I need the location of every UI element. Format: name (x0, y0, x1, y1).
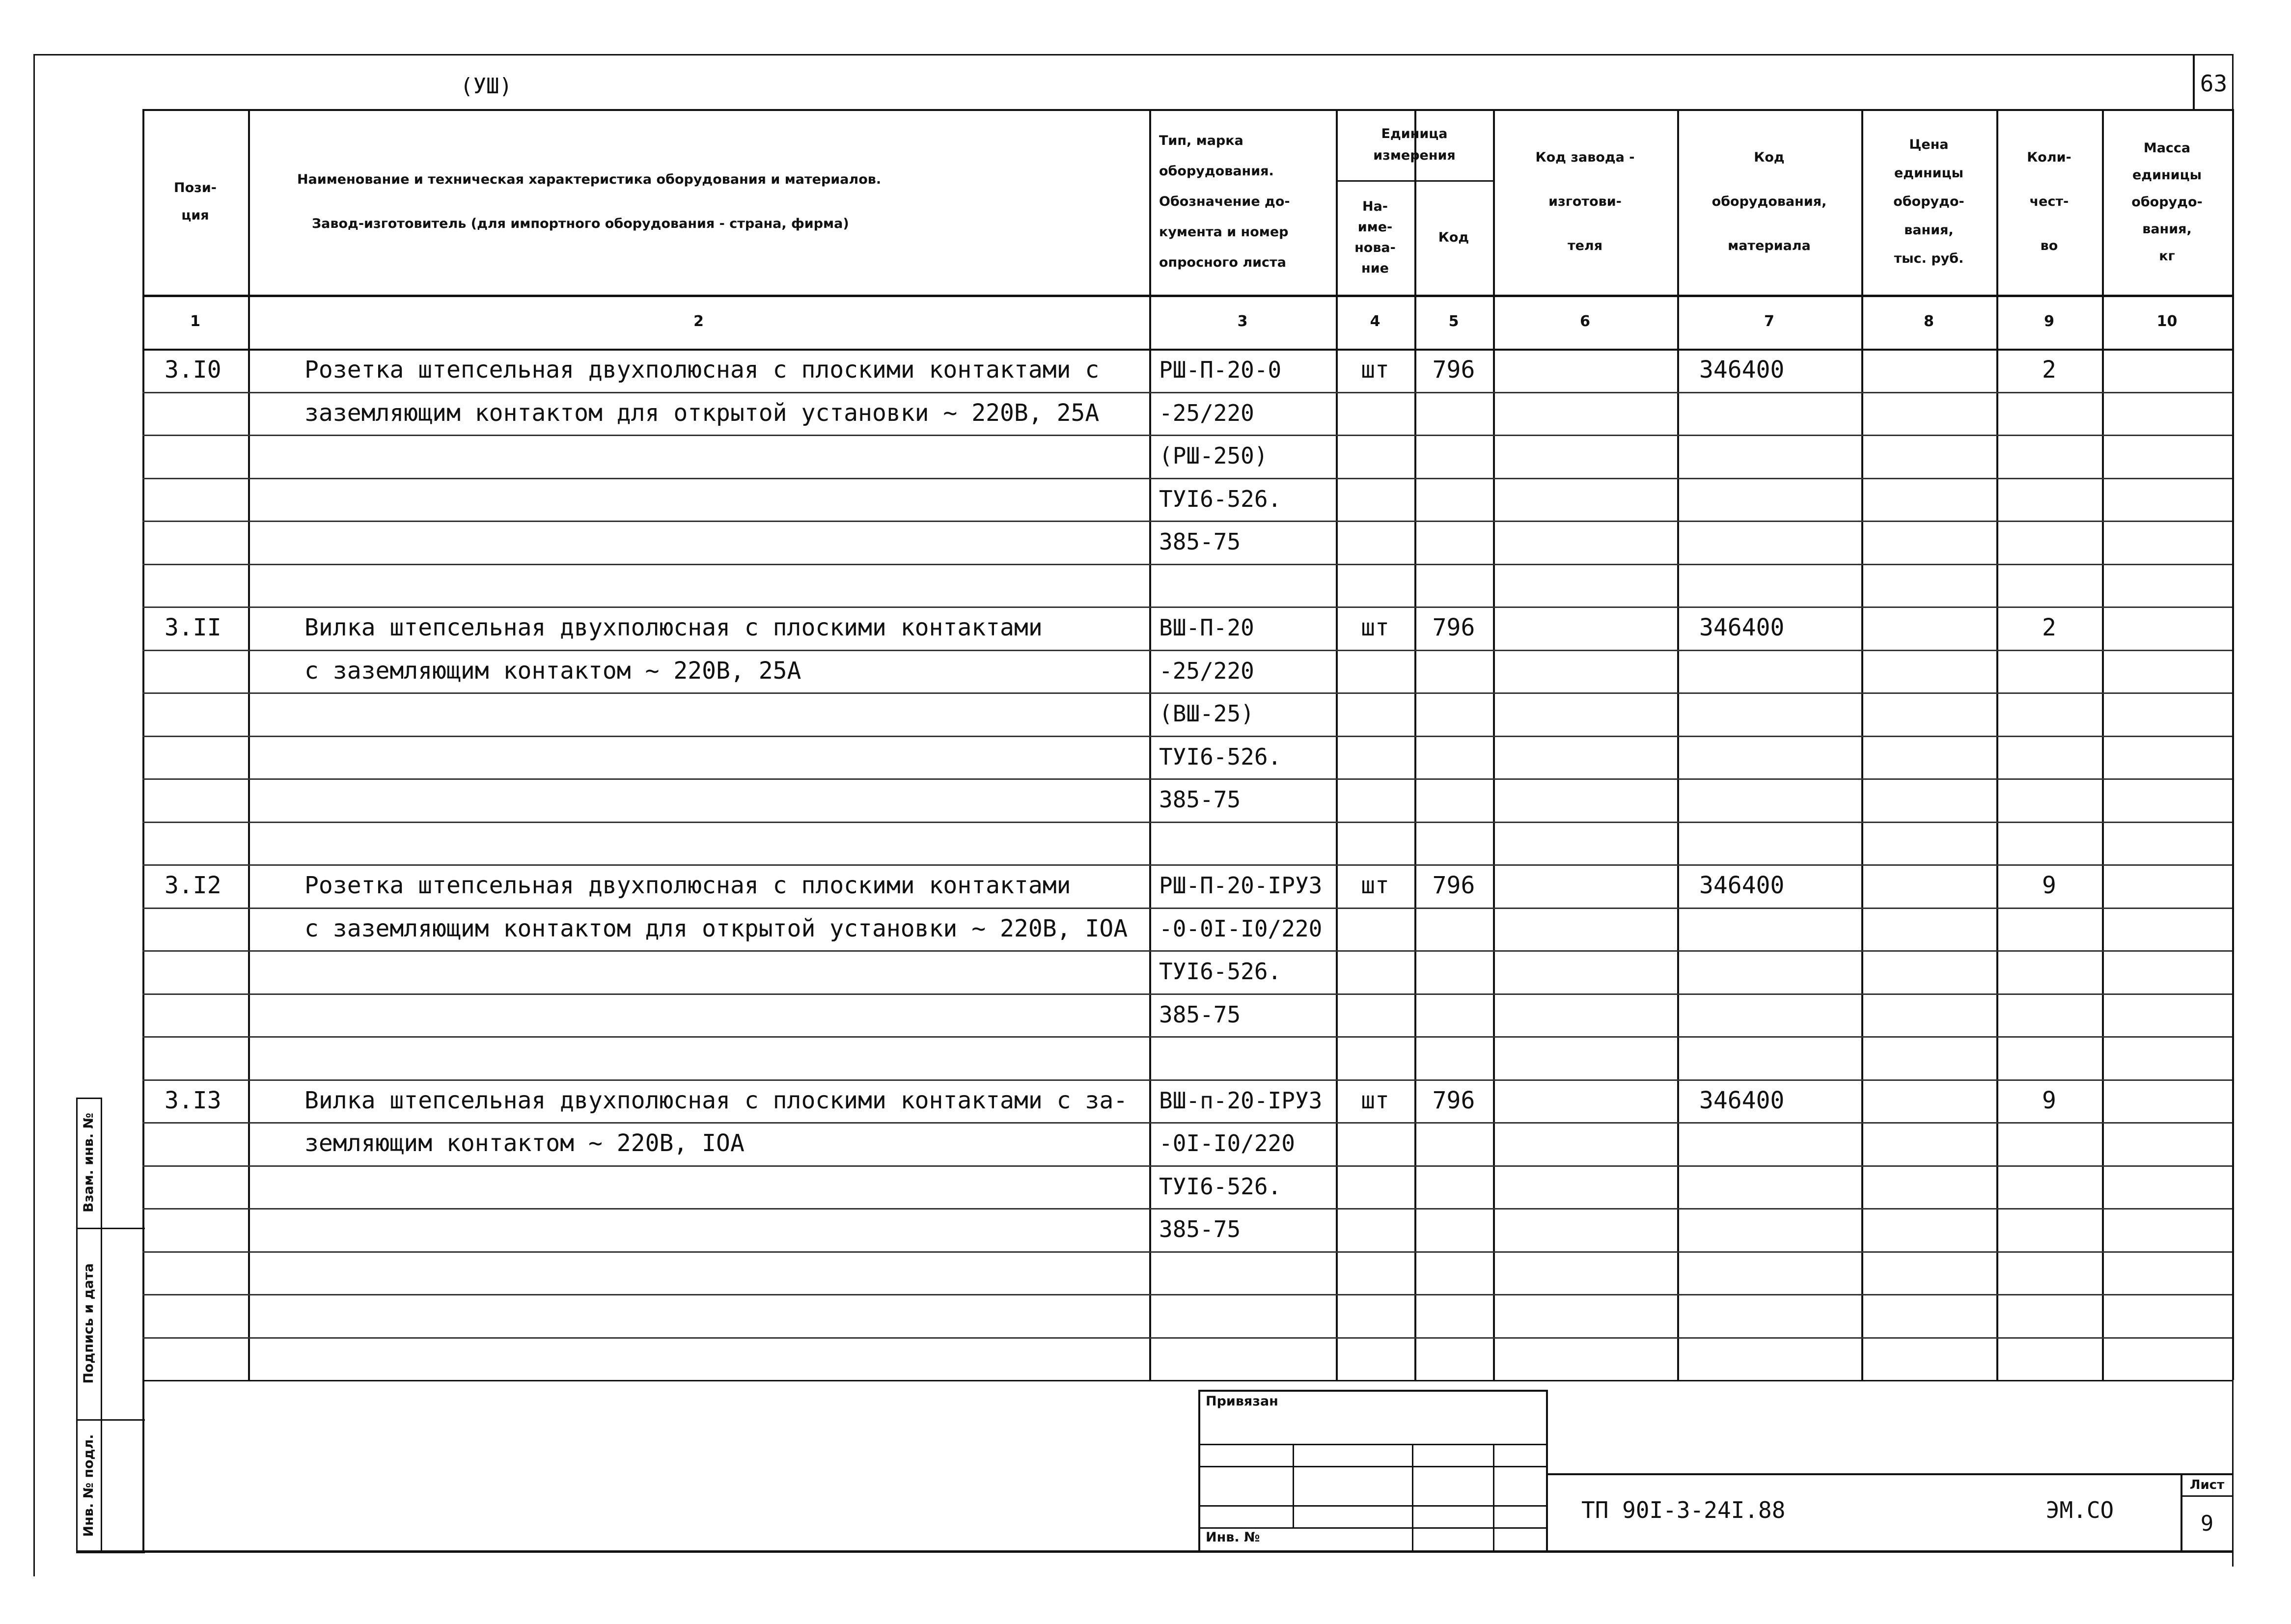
row-17-name-cell (248, 1036, 1149, 1079)
row-13-unit-code-cell: 796 (1432, 872, 1475, 899)
header-name-line2: Завод-изготовитель (для импортного оборудования - страна, фирма) (312, 216, 849, 231)
row-14-pos-cell (142, 908, 248, 951)
column-number-10: 10 (2156, 313, 2178, 330)
row-3-qty-cell (1996, 435, 2102, 478)
row-5-plant-code-cell (1493, 521, 1677, 564)
row-12-plant-code-cell (1493, 822, 1677, 865)
row-20-plant-code-cell (1493, 1165, 1677, 1209)
row-11-unit-code-cell (1414, 778, 1493, 822)
side-stamp-label-1: Взам. инв. № (81, 1113, 96, 1213)
header-unit-mass: Масса единицы оборудо- вания, кг (2131, 140, 2203, 264)
tb-main-top (1547, 1473, 2232, 1475)
row-17-unit-cell (1336, 1036, 1414, 1079)
row-18-mass-cell (2102, 1079, 2232, 1123)
row-23-name-cell (248, 1294, 1149, 1337)
row-2-equip-code-cell (1677, 392, 1861, 435)
row-4-qty-cell (1996, 478, 2102, 521)
side-stamp-right-line (101, 1098, 102, 1552)
row-12-equip-code-cell (1677, 822, 1861, 865)
side-stamp-label-2: Подпись и дата (81, 1263, 96, 1384)
row-20-unit-cell (1336, 1165, 1414, 1209)
row-22-mass-cell (2102, 1251, 2232, 1294)
row-12-unit-cell (1336, 822, 1414, 865)
row-7-price-cell (1861, 606, 1996, 650)
row-18-unit-code-cell: 796 (1432, 1086, 1475, 1114)
row-7-qty-cell: 2 (2042, 614, 2056, 641)
row-23-type-cell (1149, 1294, 1336, 1337)
row-21-unit-cell (1336, 1208, 1414, 1251)
row-6-unit-cell (1336, 564, 1414, 607)
row-9-unit-cell (1336, 692, 1414, 736)
row-2-plant-code-cell (1493, 392, 1677, 435)
row-18-price-cell (1861, 1079, 1996, 1123)
row-24-type-cell (1149, 1337, 1336, 1380)
row-11-name-cell (248, 778, 1149, 822)
row-22-pos-cell (142, 1251, 248, 1294)
row-17-equip-code-cell (1677, 1036, 1861, 1079)
row-18-pos-cell: 3.I3 (165, 1086, 221, 1114)
row-22-type-cell (1149, 1251, 1336, 1294)
header-equipment-code: Код оборудования, материала (1711, 150, 1827, 253)
row-1-unit-cell: шт (1361, 356, 1389, 384)
row-21-type-cell: 385-75 (1159, 1216, 1241, 1242)
header-unit-price: Цена единицы оборудо- вания, тыс. руб. (1893, 137, 1964, 266)
row-9-equip-code-cell (1677, 692, 1861, 736)
row-18-qty-cell: 9 (2042, 1086, 2056, 1114)
side-stamp-sep-2 (76, 1419, 145, 1421)
tb-bound-line-2 (1198, 1466, 1547, 1467)
row-24-name-cell (248, 1337, 1149, 1380)
row-23-unit-cell (1336, 1294, 1414, 1337)
row-19-unit-code-cell (1414, 1122, 1493, 1165)
row-8-equip-code-cell (1677, 650, 1861, 693)
row-9-name-cell (248, 692, 1149, 736)
row-4-pos-cell (142, 478, 248, 521)
row-13-pos-cell: 3.I2 (165, 872, 221, 899)
tb-bound-line-4 (1198, 1527, 1547, 1529)
row-14-unit-code-cell (1414, 908, 1493, 951)
header-plant-code: Код завода - изготови- теля (1535, 150, 1635, 253)
row-11-equip-code-cell (1677, 778, 1861, 822)
row-15-pos-cell (142, 950, 248, 993)
row-12-mass-cell (2102, 822, 2232, 865)
row-4-equip-code-cell (1677, 478, 1861, 521)
row-10-qty-cell (1996, 736, 2102, 779)
row-3-price-cell (1861, 435, 1996, 478)
row-1-type-cell: РШ-П-20-0 (1159, 357, 1282, 383)
row-8-name-cell: с заземляющим контактом ~ 220В, 25А (304, 657, 801, 685)
row-17-qty-cell (1996, 1036, 2102, 1079)
tb-document-code: ТП 90I-3-24I.88 (1581, 1497, 1786, 1523)
row-5-mass-cell (2102, 521, 2232, 564)
row-12-unit-code-cell (1414, 822, 1493, 865)
row-7-plant-code-cell (1493, 606, 1677, 650)
side-stamp-sep-1 (76, 1228, 145, 1229)
row-16-pos-cell (142, 993, 248, 1037)
row-19-mass-cell (2102, 1122, 2232, 1165)
row-2-price-cell (1861, 392, 1996, 435)
row-2-unit-code-cell (1414, 392, 1493, 435)
row-23-pos-cell (142, 1294, 248, 1337)
row-5-qty-cell (1996, 521, 2102, 564)
row-22-equip-code-cell (1677, 1251, 1861, 1294)
tb-bound-box-top (1198, 1390, 1547, 1392)
row-7-mass-cell (2102, 606, 2232, 650)
row-10-unit-cell (1336, 736, 1414, 779)
row-1-unit-code-cell: 796 (1432, 356, 1475, 384)
frame-bottom-line (76, 1550, 2232, 1553)
header-unit-code: Код (1438, 229, 1469, 245)
row-16-qty-cell (1996, 993, 2102, 1037)
row-21-mass-cell (2102, 1208, 2232, 1251)
row-2-name-cell: заземляющим контактом для открытой установки ~ 220В, 25А (304, 399, 1100, 427)
row-24-unit-cell (1336, 1337, 1414, 1380)
row-9-mass-cell (2102, 692, 2232, 736)
row-5-price-cell (1861, 521, 1996, 564)
row-20-price-cell (1861, 1165, 1996, 1209)
tb-bound-label: Привязан (1206, 1394, 1278, 1409)
row-10-pos-cell (142, 736, 248, 779)
row-15-name-cell (248, 950, 1149, 993)
row-6-unit-code-cell (1414, 564, 1493, 607)
row-9-qty-cell (1996, 692, 2102, 736)
side-stamp-sep-0 (76, 1098, 102, 1099)
row-13-qty-cell: 9 (2042, 872, 2056, 899)
row-23-equip-code-cell (1677, 1294, 1861, 1337)
header-position: Пози- ция (174, 180, 217, 223)
row-15-price-cell (1861, 950, 1996, 993)
row-22-unit-cell (1336, 1251, 1414, 1294)
row-16-price-cell (1861, 993, 1996, 1037)
row-10-price-cell (1861, 736, 1996, 779)
row-3-unit-code-cell (1414, 435, 1493, 478)
row-17-mass-cell (2102, 1036, 2232, 1079)
row-19-type-cell: -0I-I0/220 (1159, 1130, 1295, 1156)
row-16-equip-code-cell (1677, 993, 1861, 1037)
column-number-3: 3 (1237, 313, 1248, 330)
row-24-plant-code-cell (1493, 1337, 1677, 1380)
row-15-type-cell: ТУI6-526. (1159, 958, 1282, 985)
row-19-equip-code-cell (1677, 1122, 1861, 1165)
frame-top-line (33, 54, 2234, 55)
row-6-name-cell (248, 564, 1149, 607)
tb-bound-v2 (1412, 1444, 1413, 1552)
row-7-pos-cell: 3.II (165, 614, 221, 641)
tb-inventory-label: Инв. № (1206, 1530, 1260, 1545)
row-8-pos-cell (142, 650, 248, 693)
column-number-5: 5 (1448, 313, 1459, 330)
row-14-mass-cell (2102, 908, 2232, 951)
row-19-price-cell (1861, 1122, 1996, 1165)
row-18-name-cell: Вилка штепсельная двухполюсная с плоскими контактами с за- (304, 1086, 1128, 1114)
row-7-equip-code-cell: 346400 (1699, 614, 1785, 641)
row-6-pos-cell (142, 564, 248, 607)
row-23-plant-code-cell (1493, 1294, 1677, 1337)
row-2-unit-cell (1336, 392, 1414, 435)
row-15-mass-cell (2102, 950, 2232, 993)
row-8-type-cell: -25/220 (1159, 657, 1254, 684)
row-20-type-cell: ТУI6-526. (1159, 1173, 1282, 1200)
column-number-2: 2 (693, 313, 704, 330)
page-corner-number: 63 (2200, 70, 2228, 97)
row-21-price-cell (1861, 1208, 1996, 1251)
header-unit-name: На- име- нова- ние (1354, 198, 1396, 276)
header-name-line1: Наименование и техническая характеристика оборудования и материалов. (297, 172, 882, 187)
frame-left-line (33, 54, 35, 1576)
row-9-pos-cell (142, 692, 248, 736)
row-12-pos-cell (142, 822, 248, 865)
header-type-brand: Тип, марка оборудования. Обозначение до- кумента и номер опросного листа (1159, 133, 1290, 270)
row-19-plant-code-cell (1493, 1122, 1677, 1165)
row-23-price-cell (1861, 1294, 1996, 1337)
row-5-pos-cell (142, 521, 248, 564)
row-17-price-cell (1861, 1036, 1996, 1079)
row-2-pos-cell (142, 392, 248, 435)
row-24-unit-code-cell (1414, 1337, 1493, 1380)
row-14-unit-cell (1336, 908, 1414, 951)
row-10-mass-cell (2102, 736, 2232, 779)
row-9-type-cell: (ВШ-25) (1159, 700, 1254, 727)
row-3-plant-code-cell (1493, 435, 1677, 478)
row-23-qty-cell (1996, 1294, 2102, 1337)
row-7-type-cell: ВШ-П-20 (1159, 614, 1254, 641)
side-stamp-label-3: Инв. № подл. (81, 1434, 96, 1537)
row-13-price-cell (1861, 864, 1996, 908)
column-line-11 (2232, 109, 2234, 1380)
row-5-equip-code-cell (1677, 521, 1861, 564)
row-6-type-cell (1149, 564, 1336, 607)
column-number-6: 6 (1580, 313, 1590, 330)
row-11-type-cell: 385-75 (1159, 786, 1241, 813)
row-8-price-cell (1861, 650, 1996, 693)
row-20-name-cell (248, 1165, 1149, 1209)
row-19-qty-cell (1996, 1122, 2102, 1165)
row-4-unit-code-cell (1414, 478, 1493, 521)
row-1-mass-cell (2102, 349, 2232, 392)
row-19-pos-cell (142, 1122, 248, 1165)
tb-sheet-label: Лист (2189, 1478, 2225, 1492)
row-14-equip-code-cell (1677, 908, 1861, 951)
row-20-qty-cell (1996, 1165, 2102, 1209)
row-21-unit-code-cell (1414, 1208, 1493, 1251)
row-10-unit-code-cell (1414, 736, 1493, 779)
row-14-qty-cell (1996, 908, 2102, 951)
row-22-unit-code-cell (1414, 1251, 1493, 1294)
row-3-type-cell: (РШ-250) (1159, 442, 1268, 469)
row-11-pos-cell (142, 778, 248, 822)
row-20-mass-cell (2102, 1165, 2232, 1209)
row-4-type-cell: ТУI6-526. (1159, 485, 1282, 512)
row-23-mass-cell (2102, 1294, 2232, 1337)
row-19-unit-cell (1336, 1122, 1414, 1165)
tb-document-section: ЭМ.СО (2045, 1497, 2114, 1523)
row-13-plant-code-cell (1493, 864, 1677, 908)
row-1-equip-code-cell: 346400 (1699, 356, 1785, 384)
row-10-plant-code-cell (1493, 736, 1677, 779)
row-18-type-cell: ВШ-п-20-IРУЗ (1159, 1087, 1323, 1114)
row-13-equip-code-cell: 346400 (1699, 872, 1785, 899)
row-21-equip-code-cell (1677, 1208, 1861, 1251)
row-6-qty-cell (1996, 564, 2102, 607)
row-11-plant-code-cell (1493, 778, 1677, 822)
row-16-name-cell (248, 993, 1149, 1037)
left-block-line (142, 1380, 144, 1552)
row-3-mass-cell (2102, 435, 2232, 478)
row-21-name-cell (248, 1208, 1149, 1251)
row-13-unit-cell: шт (1361, 872, 1389, 899)
row-11-price-cell (1861, 778, 1996, 822)
row-14-plant-code-cell (1493, 908, 1677, 951)
row-10-type-cell: ТУI6-526. (1159, 743, 1282, 770)
row-5-type-cell: 385-75 (1159, 528, 1241, 555)
row-15-unit-cell (1336, 950, 1414, 993)
row-16-type-cell: 385-75 (1159, 1001, 1241, 1028)
row-6-mass-cell (2102, 564, 2232, 607)
row-10-equip-code-cell (1677, 736, 1861, 779)
row-19-name-cell: земляющим контактом ~ 220В, IOА (304, 1129, 745, 1157)
row-21-pos-cell (142, 1208, 248, 1251)
row-11-qty-cell (1996, 778, 2102, 822)
row-22-name-cell (248, 1251, 1149, 1294)
row-16-plant-code-cell (1493, 993, 1677, 1037)
row-22-price-cell (1861, 1251, 1996, 1294)
row-12-qty-cell (1996, 822, 2102, 865)
row-20-unit-code-cell (1414, 1165, 1493, 1209)
row-6-price-cell (1861, 564, 1996, 607)
row-21-plant-code-cell (1493, 1208, 1677, 1251)
row-18-unit-cell: шт (1361, 1086, 1389, 1114)
row-8-mass-cell (2102, 650, 2232, 693)
row-16-mass-cell (2102, 993, 2232, 1037)
row-14-name-cell: с заземляющим контактом для открытой установки ~ 220В, IOА (304, 914, 1128, 942)
row-22-qty-cell (1996, 1251, 2102, 1294)
row-3-name-cell (248, 435, 1149, 478)
row-1-pos-cell: 3.I0 (165, 356, 221, 384)
row-4-name-cell (248, 478, 1149, 521)
row-2-type-cell: -25/220 (1159, 399, 1254, 426)
row-line-24 (142, 1380, 2232, 1381)
column-number-4: 4 (1370, 313, 1380, 330)
row-24-equip-code-cell (1677, 1337, 1861, 1380)
row-16-unit-cell (1336, 993, 1414, 1037)
row-18-plant-code-cell (1493, 1079, 1677, 1123)
header-quantity: Коли- чест- во (2027, 150, 2071, 253)
row-4-price-cell (1861, 478, 1996, 521)
row-9-price-cell (1861, 692, 1996, 736)
row-2-mass-cell (2102, 392, 2232, 435)
row-24-price-cell (1861, 1337, 1996, 1380)
row-10-name-cell (248, 736, 1149, 779)
row-7-name-cell: Вилка штепсельная двухполюсная с плоскими контактами (304, 614, 1043, 641)
row-6-plant-code-cell (1493, 564, 1677, 607)
row-17-type-cell (1149, 1036, 1336, 1079)
top-label: (УШ) (460, 73, 512, 99)
row-18-equip-code-cell: 346400 (1699, 1086, 1785, 1114)
row-22-plant-code-cell (1493, 1251, 1677, 1294)
column-number-1: 1 (190, 313, 200, 330)
row-1-price-cell (1861, 349, 1996, 392)
row-8-unit-code-cell (1414, 650, 1493, 693)
row-8-qty-cell (1996, 650, 2102, 693)
row-15-qty-cell (1996, 950, 2102, 993)
row-8-plant-code-cell (1493, 650, 1677, 693)
row-8-unit-cell (1336, 650, 1414, 693)
row-24-qty-cell (1996, 1337, 2102, 1380)
row-21-qty-cell (1996, 1208, 2102, 1251)
row-13-type-cell: РШ-П-20-IРУЗ (1159, 872, 1323, 899)
tb-bound-line-1 (1198, 1444, 1547, 1445)
row-17-plant-code-cell (1493, 1036, 1677, 1079)
row-4-mass-cell (2102, 478, 2232, 521)
tb-bound-line-3 (1198, 1505, 1547, 1507)
row-4-plant-code-cell (1493, 478, 1677, 521)
row-11-mass-cell (2102, 778, 2232, 822)
tb-bound-v3 (1493, 1444, 1494, 1552)
row-16-unit-code-cell (1414, 993, 1493, 1037)
row-13-name-cell: Розетка штепсельная двухполюсная с плоскими контактами (304, 872, 1071, 899)
column-number-9: 9 (2044, 313, 2054, 330)
row-23-unit-code-cell (1414, 1294, 1493, 1337)
row-4-unit-cell (1336, 478, 1414, 521)
row-11-unit-cell (1336, 778, 1414, 822)
row-7-unit-cell: шт (1361, 614, 1389, 641)
row-13-mass-cell (2102, 864, 2232, 908)
row-24-pos-cell (142, 1337, 248, 1380)
row-14-price-cell (1861, 908, 1996, 951)
row-12-type-cell (1149, 822, 1336, 865)
row-9-plant-code-cell (1493, 692, 1677, 736)
row-12-name-cell (248, 822, 1149, 865)
header-name-description (248, 109, 1149, 295)
row-7-unit-code-cell: 796 (1432, 614, 1475, 641)
column-number-8: 8 (1924, 313, 1934, 330)
corner-box-left (2193, 54, 2195, 109)
row-15-unit-code-cell (1414, 950, 1493, 993)
side-stamp-sep-3 (76, 1552, 145, 1553)
row-3-pos-cell (142, 435, 248, 478)
row-9-unit-code-cell (1414, 692, 1493, 736)
row-20-equip-code-cell (1677, 1165, 1861, 1209)
row-3-unit-cell (1336, 435, 1414, 478)
row-2-qty-cell (1996, 392, 2102, 435)
row-14-type-cell: -0-0I-I0/220 (1159, 915, 1323, 942)
row-3-equip-code-cell (1677, 435, 1861, 478)
row-17-pos-cell (142, 1036, 248, 1079)
row-12-price-cell (1861, 822, 1996, 865)
header-unit-group: Единица измерения (1373, 126, 1456, 163)
row-17-unit-code-cell (1414, 1036, 1493, 1079)
column-number-7: 7 (1764, 313, 1774, 330)
row-24-mass-cell (2102, 1337, 2232, 1380)
row-5-name-cell (248, 521, 1149, 564)
row-15-equip-code-cell (1677, 950, 1861, 993)
row-5-unit-cell (1336, 521, 1414, 564)
row-1-qty-cell: 2 (2042, 356, 2056, 384)
tb-bound-v1 (1293, 1444, 1294, 1527)
side-stamp-left-line (76, 1098, 78, 1552)
row-1-plant-code-cell (1493, 349, 1677, 392)
tb-sheet-number: 9 (2200, 1511, 2214, 1536)
row-6-equip-code-cell (1677, 564, 1861, 607)
row-1-name-cell: Розетка штепсельная двухполюсная с плоскими контактами с (304, 356, 1100, 384)
row-5-unit-code-cell (1414, 521, 1493, 564)
row-15-plant-code-cell (1493, 950, 1677, 993)
row-20-pos-cell (142, 1165, 248, 1209)
